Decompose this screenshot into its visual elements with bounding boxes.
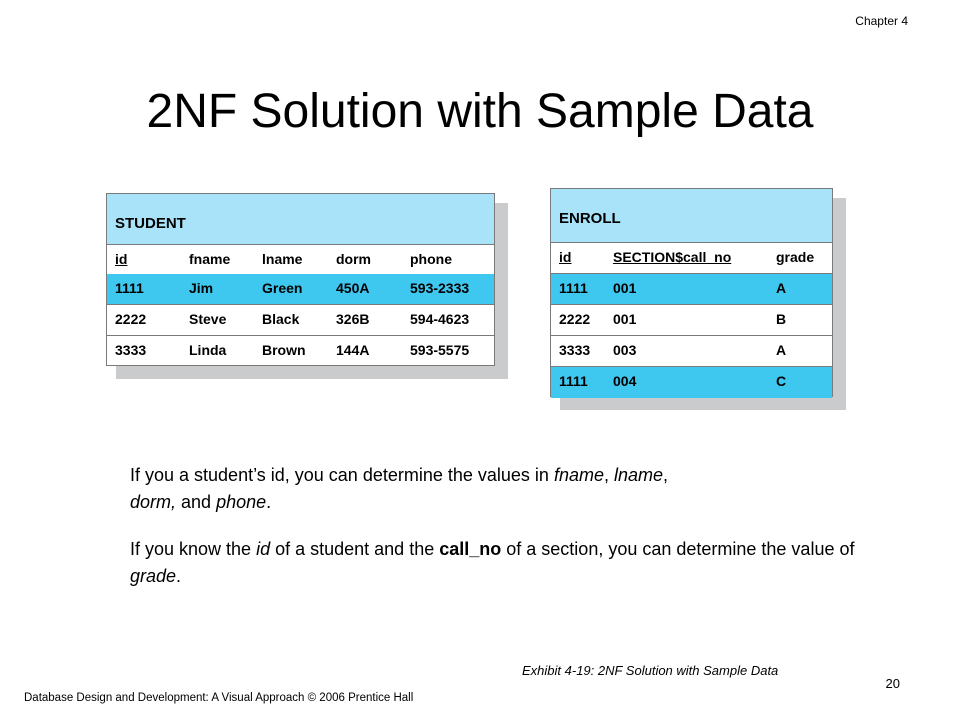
table-cell: 326B	[336, 311, 370, 327]
table-shadow-right	[494, 203, 508, 379]
column-header-row	[551, 243, 832, 274]
table-cell: Jim	[189, 280, 214, 296]
text-run-italic: id	[256, 539, 271, 559]
text-run: .	[266, 492, 272, 512]
table-cell: 1111	[115, 280, 144, 296]
table-cell: 2222	[115, 311, 147, 327]
table-cell: 593-5575	[410, 342, 470, 358]
column-header: phone	[410, 251, 452, 267]
table-cell: 450A	[336, 280, 370, 296]
table-cell: 594-4623	[410, 311, 470, 327]
column-header: lname	[262, 251, 303, 267]
exhibit-caption: Exhibit 4-19: 2NF Solution with Sample Data	[522, 663, 779, 678]
paragraph-1	[130, 462, 860, 516]
column-header: id	[115, 251, 128, 267]
table-shadow-bottom	[560, 396, 846, 410]
text-run: ,	[663, 465, 669, 485]
table-row	[107, 305, 494, 336]
table-cell: 1111	[559, 280, 588, 296]
text-run-italic: grade	[130, 566, 177, 586]
table-cell: C	[776, 373, 787, 389]
student-table	[106, 193, 508, 379]
table-cell: B	[776, 311, 787, 327]
column-header: fname	[189, 251, 231, 267]
text-run-italic: dorm,	[130, 492, 177, 512]
paragraph-2	[130, 536, 860, 590]
table-cell: Steve	[189, 311, 227, 327]
text-run: of a student and the	[270, 539, 440, 559]
text-run-italic: lname	[613, 465, 664, 485]
table-cell: Green	[262, 280, 303, 296]
table-cell: 001	[613, 280, 637, 296]
table-row	[551, 274, 832, 305]
enroll-table	[550, 188, 846, 410]
slide-title: 2NF Solution with Sample Data	[146, 85, 814, 138]
text-run: If you know the	[130, 539, 257, 559]
table-cell: 3333	[559, 342, 591, 358]
table-cell: A	[776, 342, 787, 358]
chapter-label: Chapter 4	[855, 14, 908, 28]
table-row	[551, 367, 832, 398]
column-header: id	[559, 249, 572, 265]
table-row	[551, 336, 832, 367]
table-cell: Linda	[189, 342, 227, 358]
text-run-italic: fname	[553, 465, 604, 485]
enroll-table-body	[550, 188, 833, 397]
text-run: .	[176, 566, 182, 586]
table-cell: 2222	[559, 311, 591, 327]
column-header: SECTION$call_no	[613, 249, 732, 265]
text-run: ,	[603, 465, 614, 485]
text-run: and	[176, 492, 217, 512]
table-cell: 593-2333	[410, 280, 470, 296]
table-row	[107, 274, 494, 305]
column-header-row	[107, 245, 494, 276]
table-cell: 004	[613, 373, 637, 389]
table-cell: 1111	[559, 373, 588, 389]
column-header: dorm	[336, 251, 371, 267]
table-cell: Black	[262, 311, 300, 327]
text-run: of a section, you can determine the value of	[501, 539, 855, 559]
text-run-bold: call_no	[439, 539, 502, 559]
table-cell: 144A	[336, 342, 370, 358]
column-header: grade	[776, 249, 815, 265]
footer-text: Database Design and Development: A Visual Approach © 2006 Prentice Hall	[24, 692, 414, 704]
table-row	[107, 336, 494, 367]
student-table-body	[106, 193, 495, 366]
table-name: ENROLL	[559, 210, 621, 227]
table-name-band	[551, 189, 832, 243]
table-name-band	[107, 194, 494, 245]
text-run: If you a student’s id, you can determine the values in	[130, 465, 554, 485]
table-cell: A	[776, 280, 787, 296]
table-cell: 3333	[115, 342, 147, 358]
page-number: 20	[885, 676, 900, 691]
table-cell: Brown	[262, 342, 306, 358]
table-cell: 001	[613, 311, 637, 327]
table-name: STUDENT	[115, 215, 186, 232]
table-cell: 003	[613, 342, 637, 358]
text-run-italic: phone	[216, 492, 267, 512]
explanation-text	[130, 462, 860, 610]
table-shadow-bottom	[116, 365, 508, 379]
table-shadow-right	[832, 198, 846, 410]
table-row	[551, 305, 832, 336]
